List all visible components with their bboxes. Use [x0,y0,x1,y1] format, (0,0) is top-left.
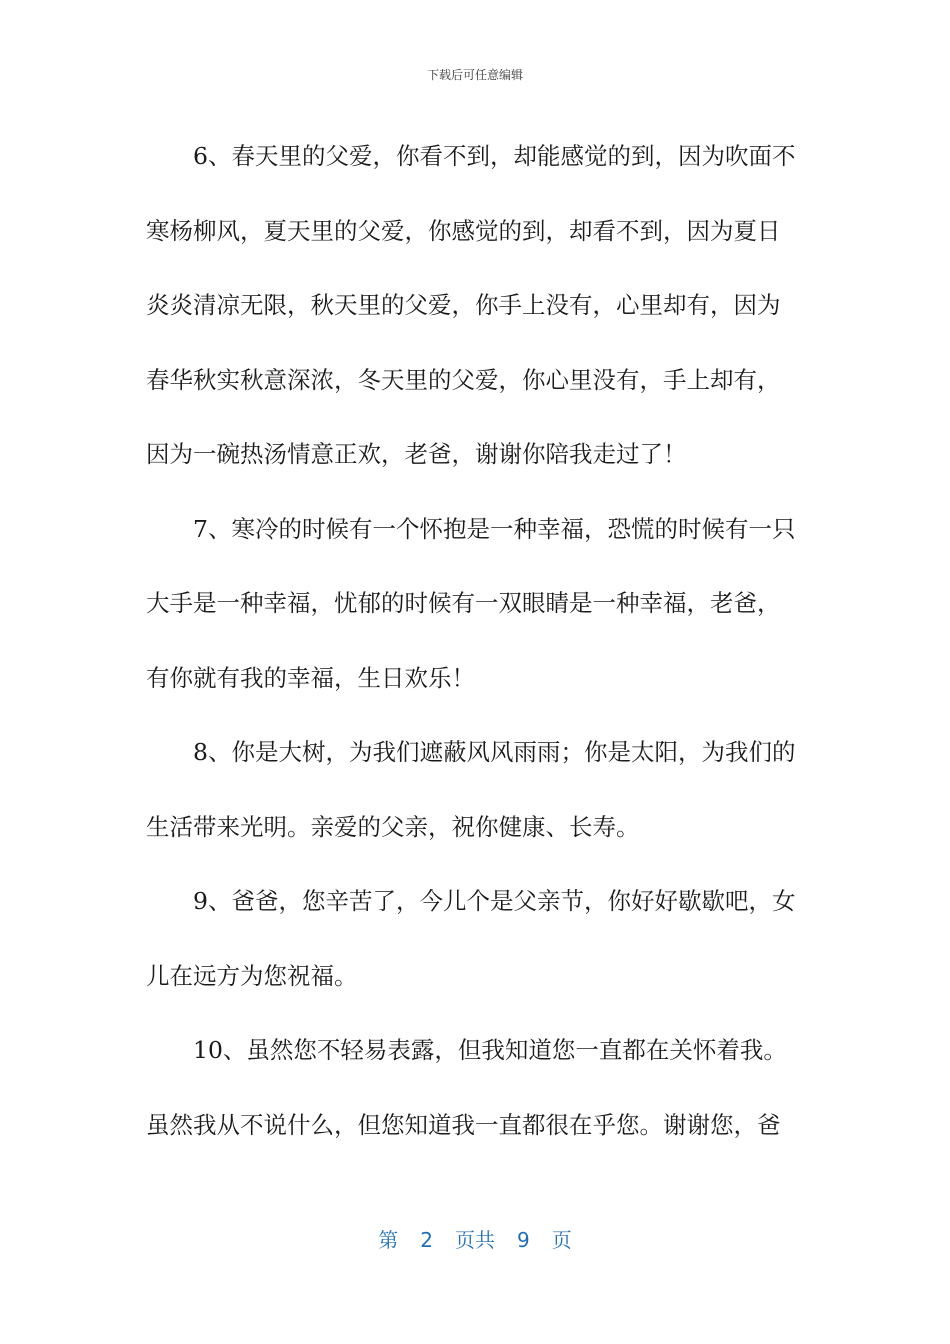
text-line: 春华秋实秋意深浓，冬天里的父爱，你心里没有，手上却有， [146,365,781,394]
text-line: 7、寒冷的时候有一个怀抱是一种幸福，恐慌的时候有一只 [193,514,796,543]
page-label-mid: 页共 [455,1228,495,1252]
page-label-suffix: 页 [551,1228,572,1252]
text-line: 有你就有我的幸福，生日欢乐！ [146,663,475,692]
paragraph [146,492,806,716]
current-page-number: 2 [420,1228,433,1252]
text-line: 8、你是大树，为我们遮蔽风风雨雨；你是太阳，为我们的 [193,738,796,766]
text-line: 虽然我从不说什么，但您知道我一直都很在乎您。谢谢您，爸 [146,1110,781,1139]
paragraph [146,119,806,492]
total-pages-number: 9 [517,1228,530,1252]
text-line: 生活带来光明。亲爱的父亲，祝你健康、长寿。 [146,812,640,841]
paragraph [146,864,806,1013]
text-line: 寒杨柳风，夏天里的父爱，你感觉的到，却看不到，因为夏日 [146,216,781,245]
text-line: 6、春天里的父爱，你看不到，却能感觉的到，因为吹面不 [193,142,796,170]
paragraph [146,715,806,864]
page-header: 下载后可任意编辑 [426,68,523,82]
document-body [146,119,806,1162]
page-footer [0,1224,950,1253]
text-line: 炎炎清凉无限，秋天里的父爱，你手上没有，心里却有，因为 [146,291,781,319]
paragraph [146,1013,806,1162]
text-line: 大手是一种幸福，忧郁的时候有一双眼睛是一种幸福，老爸， [146,589,781,617]
text-line: 儿在远方为您祝福。 [146,961,358,990]
page-label-prefix: 第 [378,1228,399,1252]
text-line: 10、虽然您不轻易表露，但我知道您一直都在关怀着我。 [193,1036,787,1064]
text-line: 因为一碗热汤情意正欢，老爸，谢谢你陪我走过了！ [146,440,687,468]
text-line: 9、爸爸，您辛苦了，今儿个是父亲节，你好好歇歇吧，女 [193,887,796,915]
